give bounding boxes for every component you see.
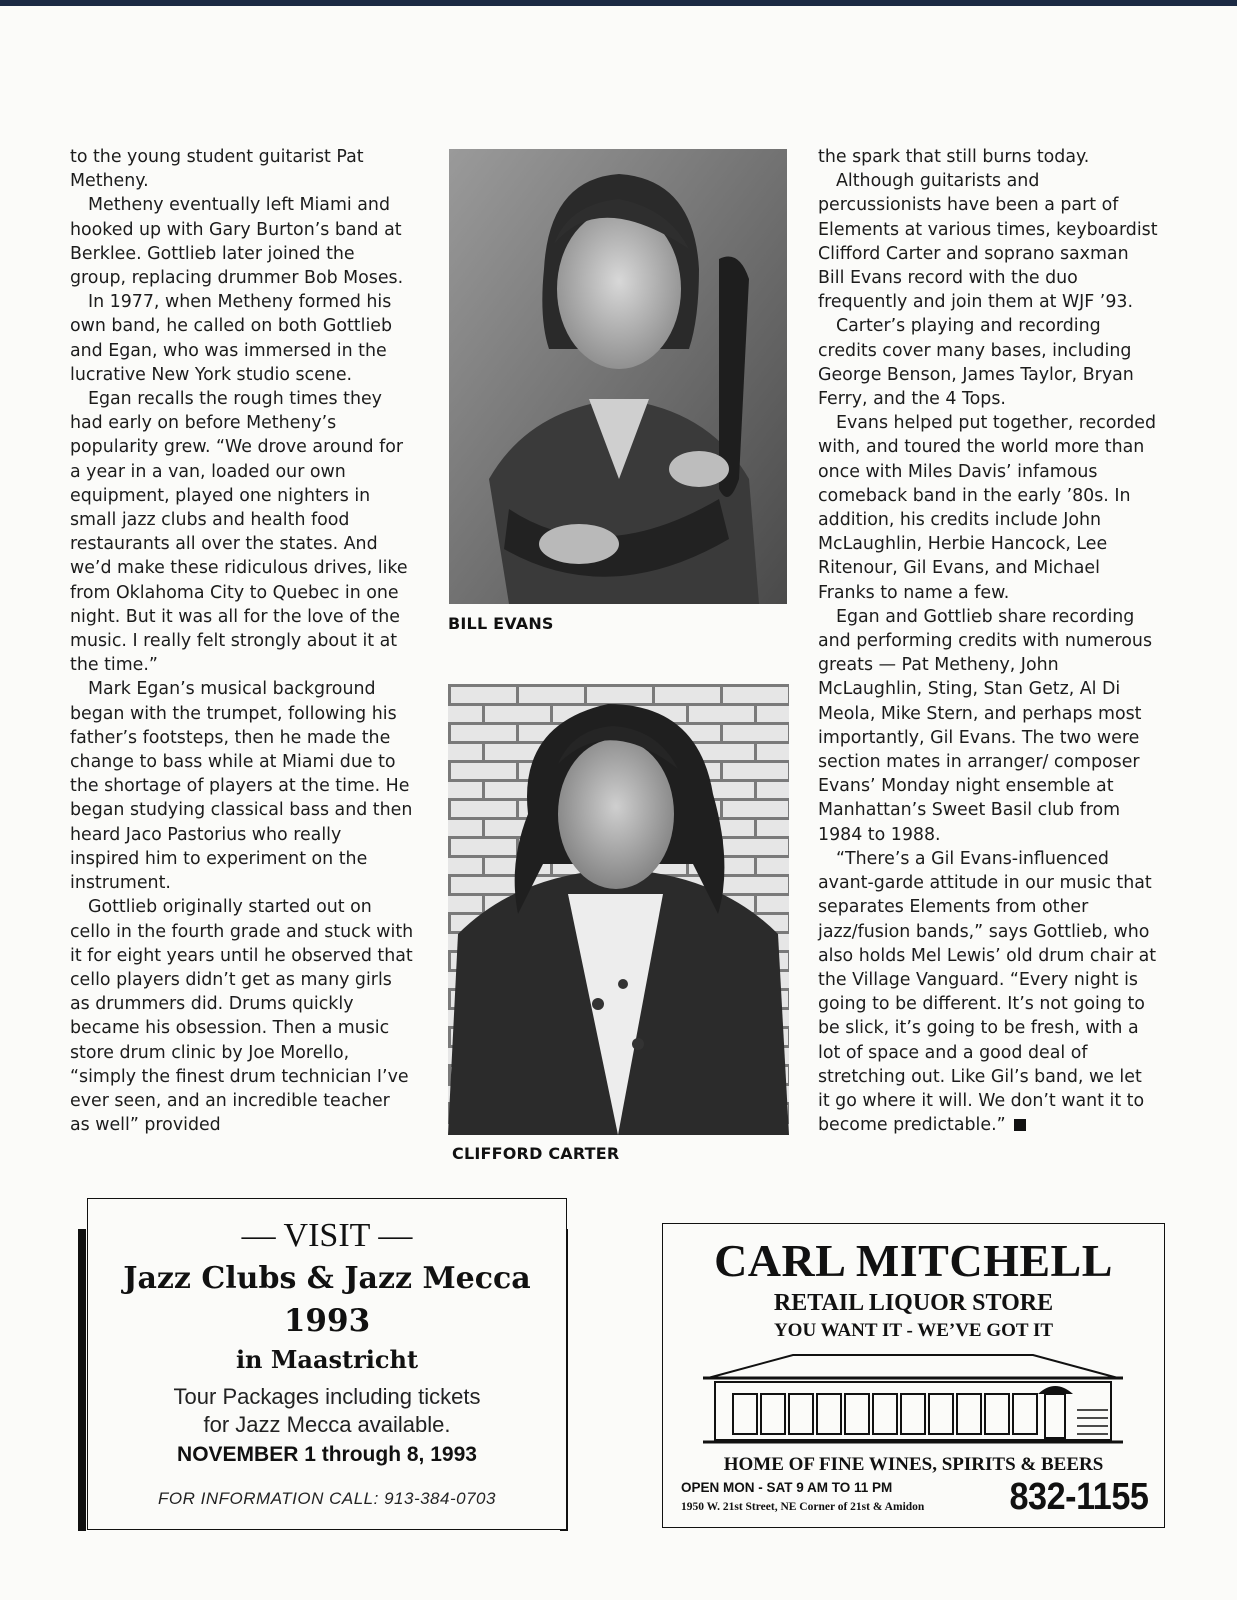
paragraph: Mark Egan’s musical background began with the trumpet, following his father’s footsteps, then he made the change to bass while at Miami due to the shortage of players at the time. He began studying classical bass and then heard Jaco Pastorius who really inspired him to experiment on the instrument. <box>70 679 413 894</box>
ad-box <box>87 1198 567 1530</box>
paragraph: Metheny eventually left Miami and hooked up with Gary Burton’s band at Berklee. Gottlieb later joined the group, replacing drummer Bob Moses. <box>70 195 404 289</box>
clifford-carter-caption: CLIFFORD CARTER <box>452 1144 620 1163</box>
ad-tour-line: for Jazz Mecca available. <box>203 1412 451 1437</box>
store-phone: 832-1155 <box>1008 1476 1148 1518</box>
bill-evans-caption: BILL EVANS <box>448 614 554 633</box>
ad-place: in Maastricht <box>235 1345 419 1374</box>
paragraph <box>818 847 1158 1137</box>
store-address: 1950 W. 21st Street, NE Corner of 21st & Amidon <box>681 1501 925 1513</box>
paragraph: the spark that still burns today. <box>818 147 1090 167</box>
store-subtitle: RETAIL LIQUOR STORE <box>773 1290 1054 1316</box>
paragraph-text: “There’s a Gil Evans-influenced avant-garde attitude in our music that separates Elements from other jazz/fusion bands,” says Gottlieb, who also holds Mel Lewis’ old drum chair at the Village Vanguard. “Every night is going to be different. It’s not going to be slick, it’s going to be fresh, with a lot of space and a good deal of stretching out. Like Gil’s band, we let it go where it will. We don’t want it to become predictable.” <box>818 848 1157 1136</box>
ad-year: 1993 <box>283 1303 371 1339</box>
ad-tour-text <box>108 1383 546 1439</box>
article-column-right <box>818 145 1158 1137</box>
ad-tour-line: Tour Packages including tickets <box>173 1384 481 1409</box>
store-name: CARL MITCHELL <box>714 1235 1113 1286</box>
paragraph: Evans helped put together, recorded with, and toured the world more than once with Miles Davis’ infamous comeback band in the early ’80s. In addition, his credits include John McLaughlin, Herbie Hancock, Lee Ritenour, Gil Evans, and Michael Franks to name a few. <box>818 413 1157 603</box>
carl-mitchell-ad <box>662 1223 1165 1528</box>
ad-shadow-bar <box>78 1229 86 1531</box>
paragraph: to the young student guitarist Pat Metheny. <box>70 147 364 192</box>
paragraph: Egan and Gottlieb share recording and performing credits with numerous greats — Pat Metheny, John McLaughlin, Sting, Stan Getz, Al Di Meola, Mike Stern, and perhaps most importantly, Gil Evans. The two were section mates in arranger/ composer Evans’ Monday night ensemble at Manhattan’s Sweet Basil club from 1984 to 1988. <box>818 606 1153 845</box>
clifford-carter-photo <box>448 684 789 1135</box>
end-mark-icon <box>1014 1119 1026 1131</box>
store-slogan: YOU WANT IT - WE’VE GOT IT <box>773 1320 1054 1341</box>
paragraph: Egan recalls the rough times they had early on before Metheny’s popularity grew. “We drove around for a year in a van, loaded our own equipment, played one nighters in small jazz clubs and health food restaurants all over the states. And we’d make these ridiculous drives, like from Oklahoma City to Quebec in one night. But it was all for the love of the music. I really felt strongly about it at the time.” <box>70 389 408 676</box>
paragraph: In 1977, when Metheny formed his own band, he called on both Gottlieb and Egan, who was immersed in the lucrative New York studio scene. <box>70 292 393 385</box>
storefront-illustration <box>693 1350 1133 1450</box>
ad-dates: NOVEMBER 1 through 8, 1993 <box>177 1443 477 1466</box>
ad-visit-heading: — VISIT — <box>241 1217 413 1254</box>
bill-evans-photo <box>449 149 787 604</box>
article-column-left <box>70 145 415 1137</box>
ad-info-phone: FOR INFORMATION CALL: 913-384-0703 <box>158 1489 496 1508</box>
store-tagline: HOME OF FINE WINES, SPIRITS & BEERS <box>723 1454 1104 1475</box>
paragraph: Carter’s playing and recording credits cover many bases, including George Benson, James Taylor, Bryan Ferry, and the 4 Tops. <box>818 316 1134 410</box>
top-edge-bar <box>0 0 1237 6</box>
paragraph: Gottlieb originally started out on cello in the fourth grade and stuck with it for eight years until he observed that cello players didn’t get as many girls as drummers did. Drums quickly became his obsession. Then a music store drum clinic by Joe Morello, “simply the finest drum technician I’ve ever seen, and an incredible teacher as well” provided <box>70 897 414 1136</box>
paragraph: Although guitarists and percussionists have been a part of Elements at various times, keyboardist Clifford Carter and soprano saxman Bill Evans record with the duo frequently and join them at WJF ’93. <box>818 171 1158 313</box>
store-hours: OPEN MON - SAT 9 AM TO 11 PM <box>681 1480 893 1495</box>
visit-jazz-mecca-ad <box>78 1198 568 1530</box>
ad-title: Jazz Clubs & Jazz Mecca <box>123 1261 531 1296</box>
